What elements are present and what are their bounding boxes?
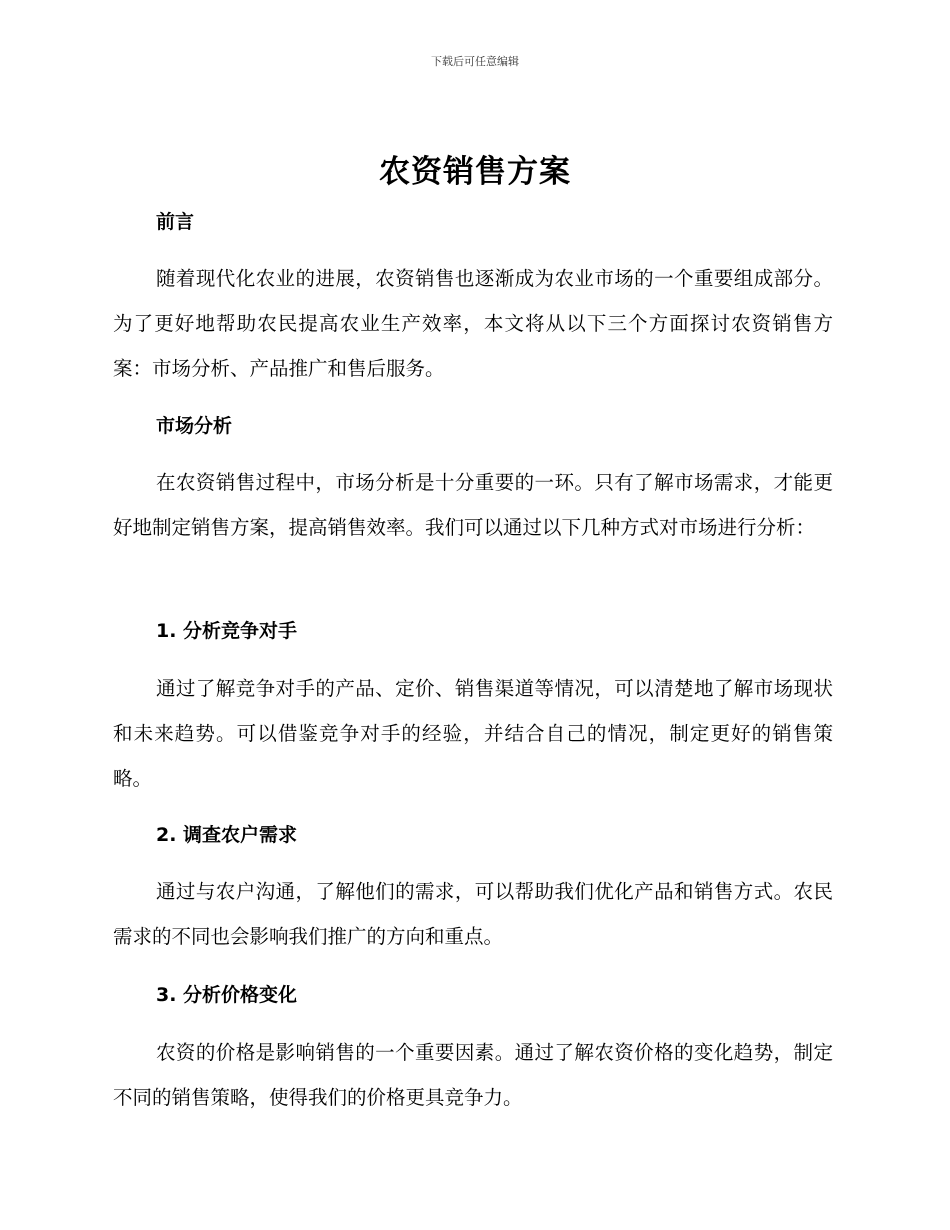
section-heading-farmer-needs: 2. 调查农户需求 <box>156 824 298 846</box>
section-heading-preface: 前言 <box>156 211 195 233</box>
document-title: 农资销售方案 <box>379 154 571 190</box>
section-paragraph-market-analysis: 在农资销售过程中，市场分析是十分重要的一环。只有了解市场需求，才能更好地制定销售方案，提高销售效率。我们可以通过以下几种方式对市场进行分析： <box>113 471 833 539</box>
section-paragraph-preface: 随着现代化农业的进展，农资销售也逐渐成为农业市场的一个重要组成部分。为了更好地帮助农民提高农业生产效率，本文将从以下三个方面探讨农资销售方案：市场分析、产品推广和售后服务。 <box>113 267 833 380</box>
section-paragraph-price-changes: 农资的价格是影响销售的一个重要因素。通过了解农资价格的变化趋势，制定不同的销售策略，使得我们的价格更具竞争力。 <box>113 1041 833 1109</box>
section-heading-price-changes: 3. 分析价格变化 <box>156 984 298 1006</box>
page-header-note: 下载后可任意编辑 <box>431 55 519 68</box>
section-heading-competitors: 1. 分析竞争对手 <box>156 620 298 642</box>
section-heading-market-analysis: 市场分析 <box>156 415 233 437</box>
section-paragraph-competitors: 通过了解竞争对手的产品、定价、销售渠道等情况，可以清楚地了解市场现状和未来趋势。可以借鉴竞争对手的经验，并结合自己的情况，制定更好的销售策略。 <box>113 677 833 790</box>
section-paragraph-farmer-needs: 通过与农户沟通，了解他们的需求，可以帮助我们优化产品和销售方式。农民需求的不同也会影响我们推广的方向和重点。 <box>113 880 833 948</box>
